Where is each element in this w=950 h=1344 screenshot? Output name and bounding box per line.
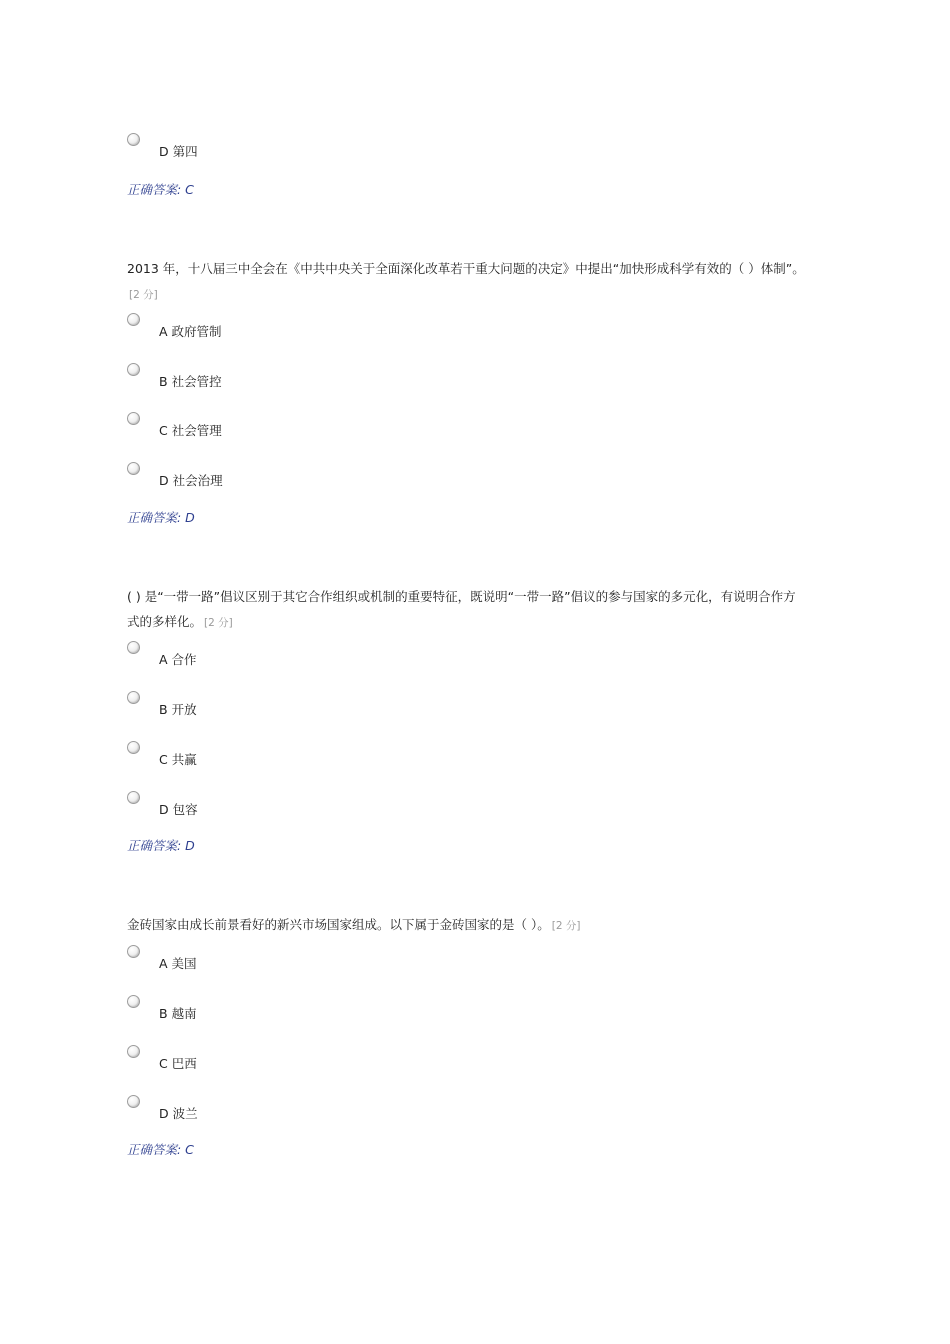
question-stem: 金砖国家由成长前景看好的新兴市场国家组成。以下属于金砖国家的是（ ）。 [2 分] — [127, 917, 581, 932]
option-label: D 包容 — [159, 802, 198, 817]
question-1 — [127, 256, 807, 536]
option-label: C 共赢 — [159, 752, 197, 767]
radio-button[interactable] — [127, 1045, 140, 1058]
radio-button[interactable] — [127, 641, 140, 654]
option-label: B 社会管控 — [159, 374, 222, 389]
option-c[interactable] — [127, 1045, 427, 1071]
option-d[interactable] — [127, 1095, 427, 1121]
points-label: [2 分] — [204, 617, 233, 629]
radio-button[interactable] — [127, 741, 140, 754]
correct-answer: 正确答案: C — [127, 1142, 194, 1157]
radio-button[interactable] — [127, 313, 140, 326]
question-2 — [127, 584, 807, 864]
radio-button[interactable] — [127, 791, 140, 804]
option-d[interactable] — [127, 462, 427, 488]
option-label: A 美国 — [159, 956, 197, 971]
correct-answer: 正确答案: D — [127, 838, 195, 853]
question-stem: 2013 年，十八届三中全会在《中共中央关于全面深化改革若干重大问题的决定》中提出“加快形成科学有效的（ ）体制”。[2 分] — [127, 261, 805, 301]
option-label: A 政府管制 — [159, 324, 222, 339]
correct-answer: 正确答案: D — [127, 510, 195, 525]
option-c[interactable] — [127, 412, 427, 438]
question-fragment — [127, 133, 807, 203]
option-a[interactable] — [127, 945, 427, 971]
option-b[interactable] — [127, 995, 427, 1021]
points-label: [2 分] — [551, 920, 581, 932]
option-label: B 开放 — [159, 702, 197, 717]
option-c[interactable] — [127, 741, 427, 767]
option-label: D 社会治理 — [159, 473, 223, 488]
option-a[interactable] — [127, 313, 427, 339]
radio-button[interactable] — [127, 462, 140, 475]
option-label: C 社会管理 — [159, 423, 222, 438]
option-label: B 越南 — [159, 1006, 197, 1021]
points-label: [2 分] — [129, 289, 158, 301]
option-label: D 第四 — [159, 144, 198, 159]
question-3 — [127, 912, 807, 1172]
correct-answer: 正确答案: C — [127, 182, 194, 197]
radio-button[interactable] — [127, 133, 140, 146]
option-label: A 合作 — [159, 652, 197, 667]
radio-button[interactable] — [127, 691, 140, 704]
question-stem: ( ) 是“一带一路”倡议区别于其它合作组织或机制的重要特征，既说明“一带一路”倡议的参与国家的多元化，有说明合作方式的多样化。 [2 分] — [127, 589, 796, 629]
option-a[interactable] — [127, 641, 427, 667]
radio-button[interactable] — [127, 945, 140, 958]
radio-button[interactable] — [127, 995, 140, 1008]
option-label: C 巴西 — [159, 1056, 197, 1071]
radio-button[interactable] — [127, 412, 140, 425]
radio-button[interactable] — [127, 363, 140, 376]
option-d[interactable] — [127, 133, 427, 159]
option-b[interactable] — [127, 691, 427, 717]
option-label: D 波兰 — [159, 1106, 198, 1121]
radio-button[interactable] — [127, 1095, 140, 1108]
option-d[interactable] — [127, 791, 427, 817]
option-b[interactable] — [127, 363, 427, 389]
